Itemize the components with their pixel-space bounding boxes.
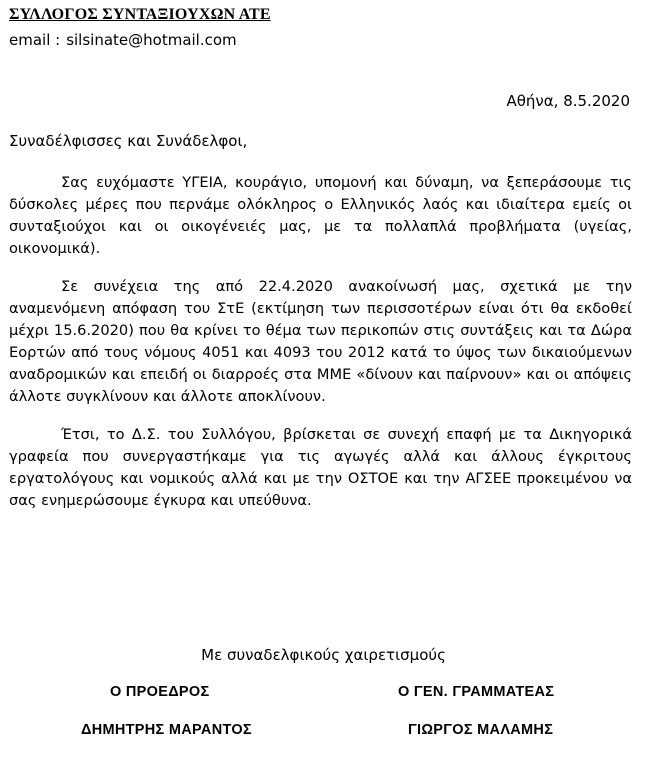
president-name: ΔΗΜΗΤΡΗΣ ΜΑΡΑΝΤΟΣ bbox=[81, 722, 252, 738]
letter-body bbox=[9, 172, 632, 528]
organization-title: ΣΥΛΛΟΓΟΣ ΣΥΝΤΑΞΙΟΥΧΩΝ ΑΤΕ bbox=[9, 6, 271, 23]
closing-salutation: Με συναδελφικούς χαιρετισμούς bbox=[201, 646, 446, 664]
paragraph-wishes: Σας ευχόμαστε ΥΓΕΙΑ, κουράγιο, υπομονή και δύναμη, να ξεπεράσουμε τις δύσκολες μέρες που περνάμε ολόκληρος ο Ελληνικός λαός και ιδιαίτερα εμείς οι συνταξιούχοι και οι οικογένειές μας, με τα πολλαπλά προβλήματα (υγείας, οικονομικά). bbox=[9, 174, 632, 257]
secretary-name: ΓΙΩΡΓΟΣ ΜΑΛΑΜΗΣ bbox=[408, 722, 554, 738]
greeting: Συναδέλφισσες και Συνάδελφοι, bbox=[9, 132, 248, 150]
paragraph-court-decision: Σε συνέχεια της από 22.4.2020 ανακοίνωσή μας, σχετικά με την αναμενόμενη απόφαση του ΣτΕ (εκτίμηση των περισσοτέρων είναι ότι θα εκδοθεί μέχρι 15.6.2020) που θα κρίνει το θέμα των περικοπών στις συντάξεις και τα Δώρα Εορτών από τους νόμους 4051 και 4093 του 2012 κατά το ύψος των δικαιούμενων αναδρομικών και επειδή οι διαρροές στα ΜΜΕ «δίνουν και παίρνουν» και οι απόψεις άλλοτε συγκλίνουν και άλλοτε αποκλίνουν. bbox=[9, 278, 632, 405]
email-line bbox=[9, 31, 237, 49]
email-address: silsinate@hotmail.com bbox=[66, 31, 237, 49]
secretary-title: Ο ΓΕΝ. ΓΡΑΜΜΑΤΕΑΣ bbox=[398, 684, 555, 700]
paragraph-board-contact: Έτσι, το Δ.Σ. του Συλλόγου, βρίσκεται σε συνεχή επαφή με τα Δικηγορικά γραφεία που συνεργαστήκαμε για τις αγωγές αλλά και άλλους έγκριτους εργατολόγους και νομικούς αλλά και με την ΟΣΤΟΕ και την ΑΓΣΕΕ προκειμένου να σας ενημερώσουμε έγκυρα και υπεύθυνα. bbox=[9, 426, 632, 509]
letter-date: Αθήνα, 8.5.2020 bbox=[506, 92, 630, 110]
email-label: email : bbox=[9, 31, 61, 49]
president-title: Ο ΠΡΟΕΔΡΟΣ bbox=[110, 684, 210, 700]
